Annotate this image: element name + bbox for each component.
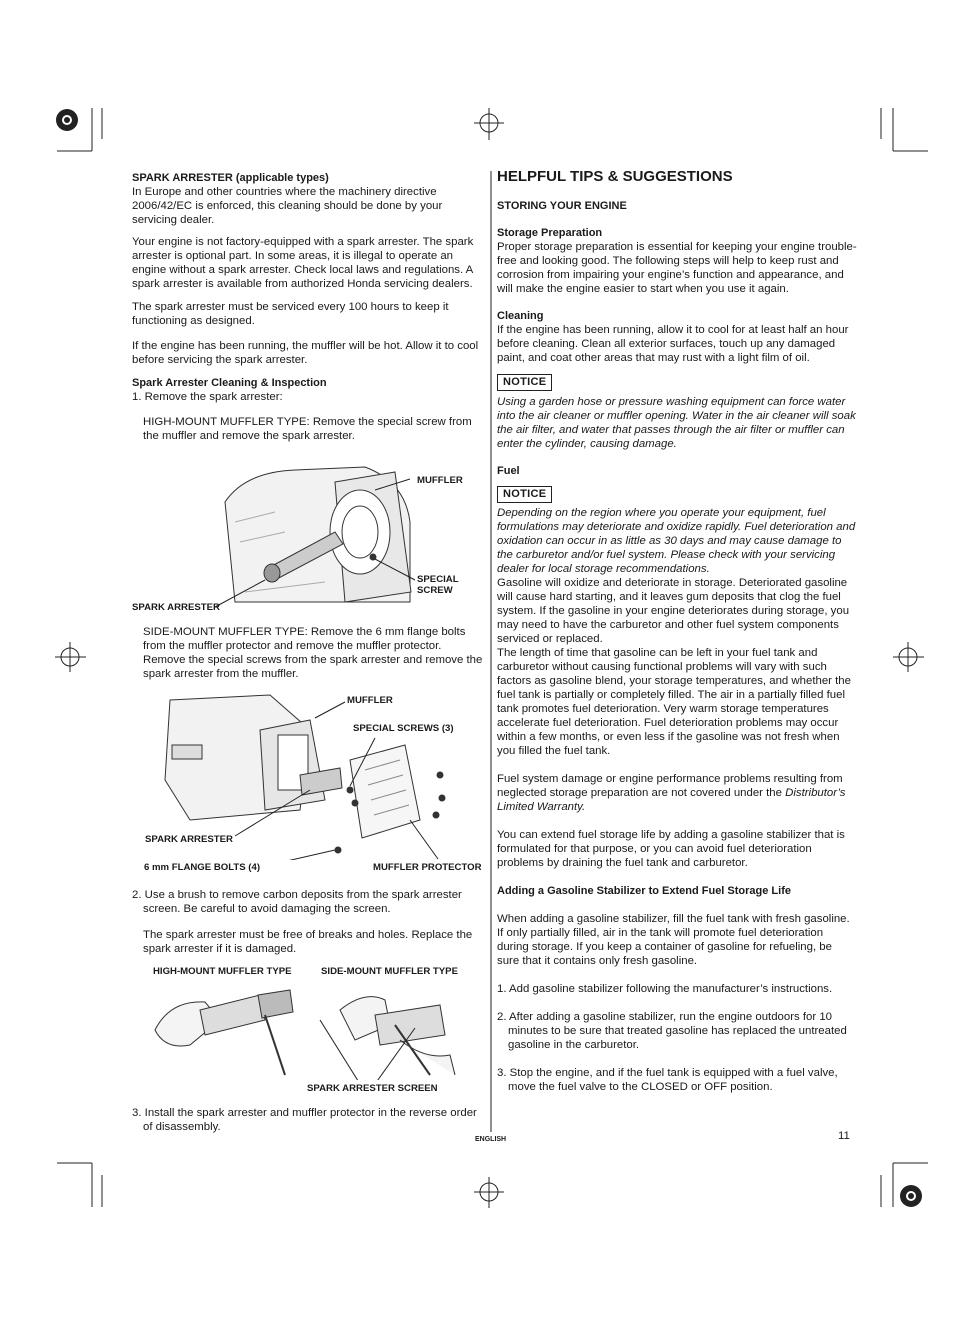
cleaning-inspection-heading: Spark Arrester Cleaning & Inspection — [132, 377, 327, 389]
figure-label-flange-bolts: 6 mm FLANGE BOLTS (4) — [144, 862, 261, 873]
step-2-note: The spark arrester must be free of breaks and holes. Replace the spark arrester if it is damaged. — [143, 929, 473, 955]
figure-label-muffler-protector: MUFFLER PROTECTOR — [373, 862, 482, 873]
figure-label-muffler: MUFFLER — [347, 695, 393, 706]
paragraph: The spark arrester must be serviced every 100 hours to keep it functioning as designed. — [132, 301, 449, 327]
page-title: HELPFUL TIPS & SUGGESTIONS — [497, 168, 733, 185]
paragraph: Gasoline will oxidize and deteriorate in storage. Deteriorated gasoline will cause hard starting, and it leaves gum deposits that clog the fuel system. If the gasoline in your engine deteriorates during storage, you may need to have the carburetor and other fuel system components serviced or replaced. — [497, 577, 850, 645]
stabilizer-step-2: 2. After adding a gasoline stabilizer, run the engine outdoors for 10 minutes to be sure that treated gasoline has replaced the untreated gasoline in the carburetor. — [497, 1011, 847, 1051]
step-3: 3. Install the spark arrester and muffler protector in the reverse order of disassembly. — [132, 1107, 477, 1133]
warranty-text: Fuel system damage or engine performance problems resulting from neglected storage preparation are not covered under the — [497, 773, 843, 799]
notice-text: Using a garden hose or pressure washing equipment can force water into the air cleaner or muffler opening. Water in the air cleaner will soak the air filter, and water that passes through the air filter or muffler can enter the cylinder, causing damage. — [497, 396, 856, 450]
figure-label-high-mount: HIGH-MOUNT MUFFLER TYPE — [153, 966, 292, 977]
stabilizer-step-1: 1. Add gasoline stabilizer following the manufacturer’s instructions. — [497, 983, 833, 995]
warranty-link-text: Distributor’s Limited Warranty. — [497, 787, 846, 813]
right-column — [497, 168, 857, 1094]
figure-label-side-mount: SIDE-MOUNT MUFFLER TYPE — [321, 966, 458, 977]
paragraph: If the engine has been running, the muffler will be hot. Allow it to cool before servicing the spark arrester. — [132, 340, 479, 366]
footer-language: ENGLISH — [475, 1136, 507, 1143]
notice-badge: NOTICE — [497, 374, 552, 391]
storing-heading: STORING YOUR ENGINE — [497, 200, 627, 212]
figure-label-spark-arrester: SPARK ARRESTER — [145, 834, 233, 845]
fuel-heading: Fuel — [497, 465, 520, 477]
paragraph: You can extend fuel storage life by adding a gasoline stabilizer that is formulated for that purpose, or you can avoid fuel deterioration problems by draining the fuel tank and carburetor. — [497, 829, 845, 869]
cleaning-heading: Cleaning — [497, 310, 544, 322]
page-number: 11 — [838, 1130, 850, 1142]
paragraph: Proper storage preparation is essential for keeping your engine trouble-free and looking good. The following steps will help to keep rust and corrosion from impairing your engine’s function and appearance, and will make the engine easier to start when you use it again. — [497, 241, 857, 295]
notice-text: Depending on the region where you operate your equipment, fuel formulations may deteriorate and oxidize rapidly. Fuel deterioration and oxidation can occur in as little as 30 days and may cause damage to the carburetor and/or fuel system. Please check with your servicing dealer for local storage recommendations. — [497, 507, 856, 575]
step-2-block — [132, 888, 486, 956]
side-mount-instructions: SIDE-MOUNT MUFFLER TYPE: Remove the 6 mm flange bolts from the muffler protector and remove the muffler protector. Remove the special screws from the spark arrester and remove the spark arrester from the muffler. — [143, 626, 483, 680]
step-2: 2. Use a brush to remove carbon deposits from the spark arrester screen. Be careful to avoid damaging the screen. — [132, 889, 462, 915]
paragraph: The length of time that gasoline can be left in your fuel tank and carburetor without causing functional problems will vary with such factors as gasoline blend, your storage temperatures, and whether the fuel tank is partially or completely filled. The air in a partially filled fuel tank promotes fuel deterioration. Very warm storage temperatures accelerate fuel deterioration. Fuel deterioration problems may occur within a few months, or even less if the gasoline was not fresh when you filled the fuel tank. — [497, 647, 851, 757]
step-3-block — [132, 1106, 486, 1134]
paragraph: In Europe and other countries where the machinery directive 2006/42/EC is enforced, this cleaning should be done by your servicing dealer. — [132, 186, 443, 226]
figure-label-special-screw: SPECIAL SCREW — [417, 574, 459, 596]
paragraph — [497, 772, 857, 814]
figure-label-spark-arrester: SPARK ARRESTER — [132, 602, 220, 613]
notice-badge: NOTICE — [497, 486, 552, 503]
paragraph: When adding a gasoline stabilizer, fill the fuel tank with fresh gasoline. If only partially filled, air in the tank will promote fuel deterioration during storage. If you keep a container of gasoline for refueling, be sure that it contains only fresh gasoline. — [497, 913, 850, 967]
left-column — [132, 171, 486, 443]
paragraph: If the engine has been running, allow it to cool for at least half an hour before cleaning. Clean all exterior surfaces, touch up any damaged paint, and coat other areas that may rust with a light film of oil. — [497, 324, 849, 364]
side-mount-block — [132, 625, 486, 681]
high-mount-muffler-illustration — [215, 462, 415, 612]
step-1: 1. Remove the spark arrester: — [132, 391, 283, 403]
paragraph: Your engine is not factory-equipped with a spark arrester. The spark arrester is optional part. In some areas, it is illegal to operate an engine without a spark arrester. Check local laws and regulations. A spark arrester is available from authorized Honda servicing dealers. — [132, 236, 474, 290]
figure-label-screen: SPARK ARRESTER SCREEN — [307, 1083, 438, 1094]
stabilizer-heading: Adding a Gasoline Stabilizer to Extend Fuel Storage Life — [497, 885, 791, 897]
figure-label-special-screws: SPECIAL SCREWS (3) — [353, 723, 454, 734]
high-mount-instructions: HIGH-MOUNT MUFFLER TYPE: Remove the special screw from the muffler and remove the spark arrester. — [143, 416, 472, 442]
stabilizer-step-3: 3. Stop the engine, and if the fuel tank is equipped with a fuel valve, move the fuel valve to the CLOSED or OFF position. — [497, 1067, 838, 1093]
spark-arrester-heading: SPARK ARRESTER (applicable types) — [132, 172, 329, 184]
storage-prep-heading: Storage Preparation — [497, 227, 603, 239]
brush-cleaning-illustration — [150, 980, 460, 1080]
figure-label-muffler: MUFFLER — [417, 475, 463, 486]
